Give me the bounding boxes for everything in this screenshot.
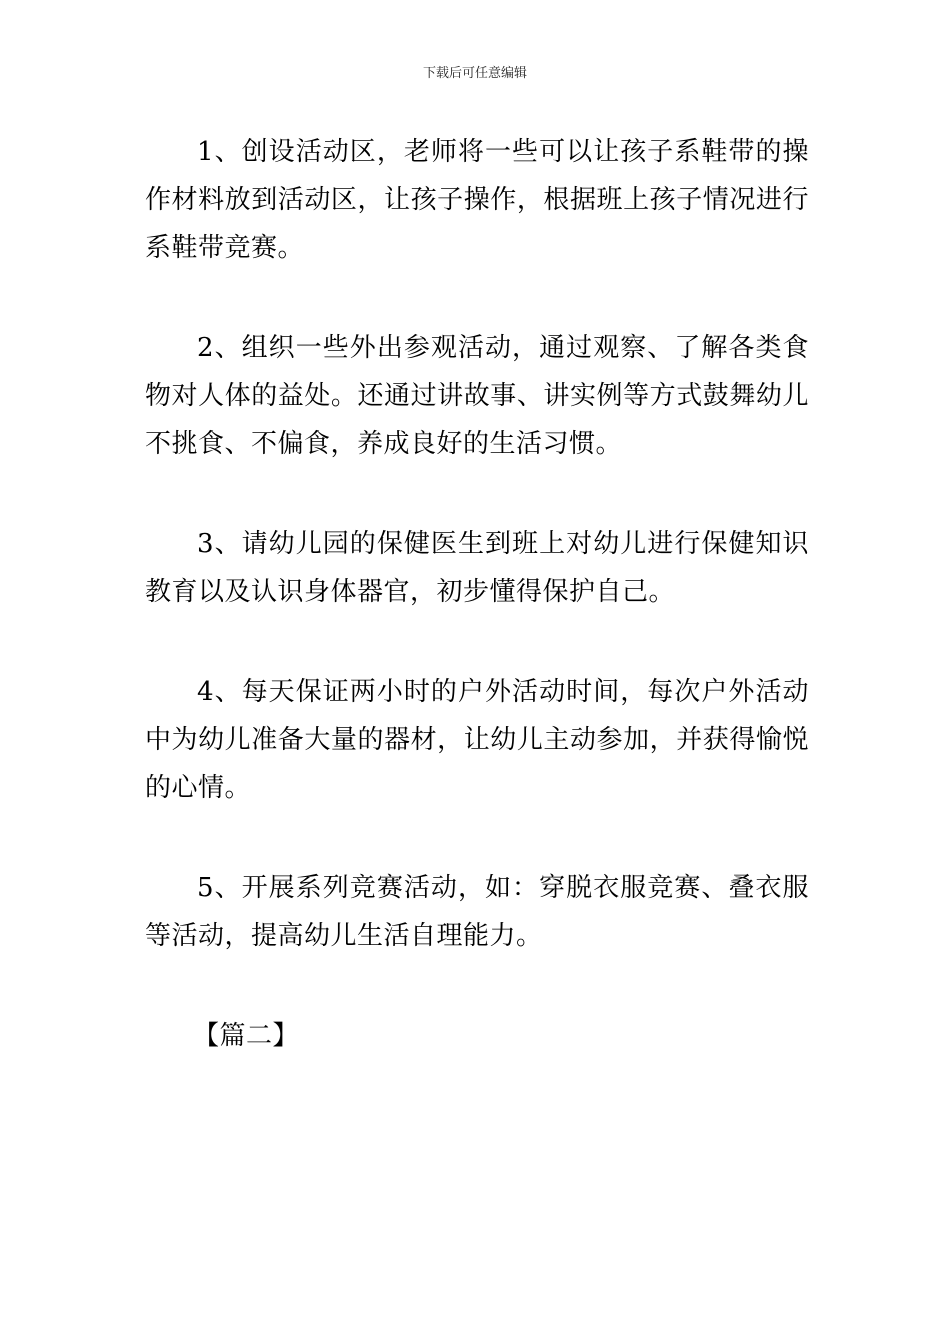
paragraph-1: 1、创设活动区，老师将一些可以让孩子系鞋带的操作材料放到活动区，让孩子操作，根据班上孩子情况进行系鞋带竞赛。 bbox=[145, 137, 809, 263]
header-note: 下载后可任意编辑 bbox=[422, 66, 527, 81]
paragraph-2: 2、组织一些外出参观活动，通过观察、了解各类食物对人体的益处。还通过讲故事、讲实例等方式鼓舞幼儿不挑食、不偏食，养成良好的生活习惯。 bbox=[145, 333, 809, 459]
document-body bbox=[145, 128, 809, 1060]
paragraph-3: 3、请幼儿园的保健医生到班上对幼儿进行保健知识教育以及认识身体器官，初步懂得保护自己。 bbox=[145, 529, 809, 607]
paragraph-4: 4、每天保证两小时的户外活动时间，每次户外活动中为幼儿准备大量的器材，让幼儿主动参加，并获得愉悦的心情。 bbox=[145, 677, 809, 803]
paragraph-5: 5、开展系列竞赛活动，如：穿脱衣服竞赛、叠衣服等活动，提高幼儿生活自理能力。 bbox=[145, 873, 809, 951]
section-heading: 【篇二】 bbox=[193, 1021, 300, 1051]
